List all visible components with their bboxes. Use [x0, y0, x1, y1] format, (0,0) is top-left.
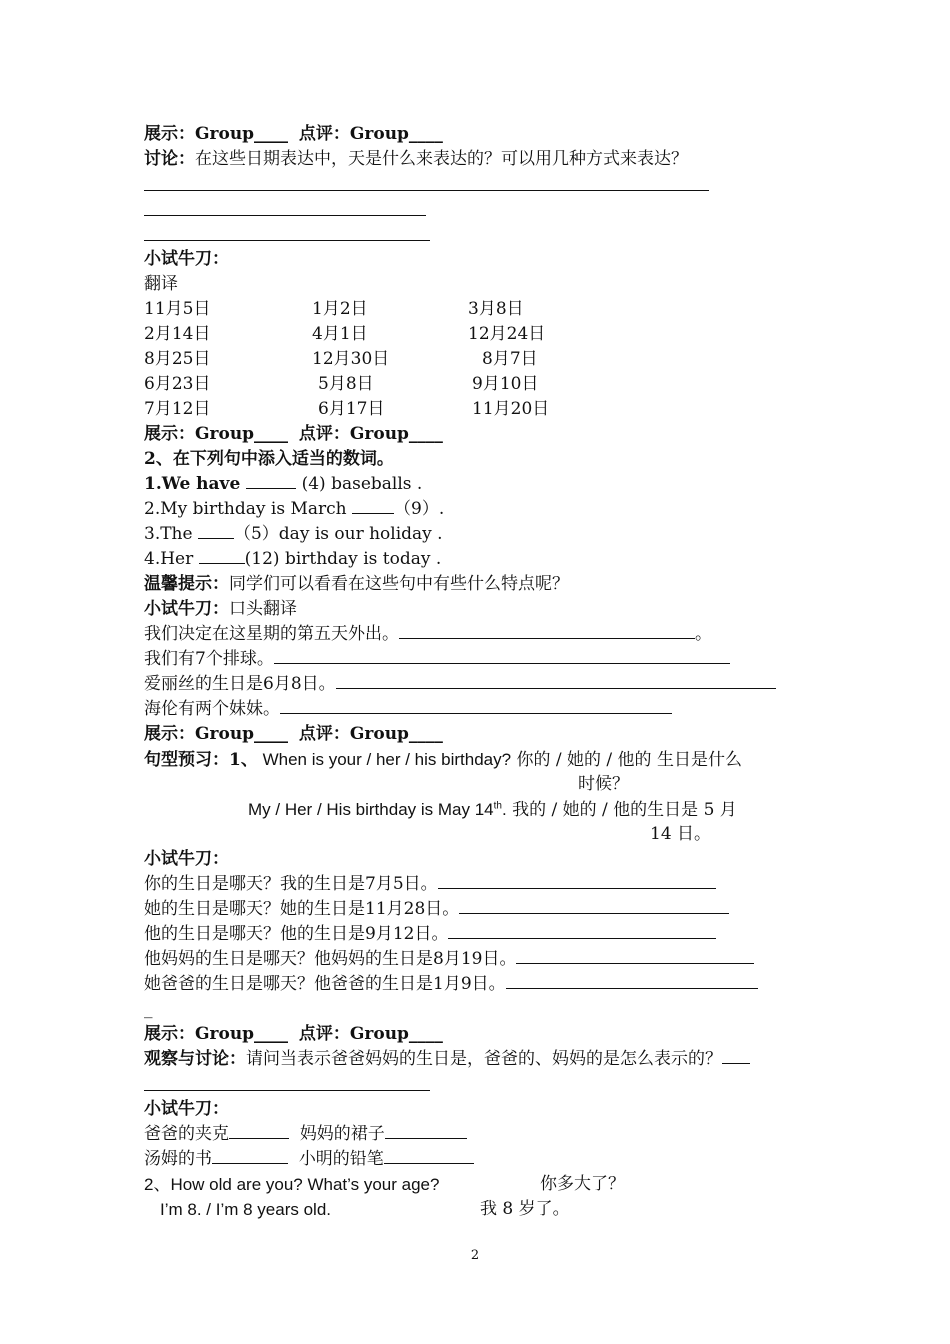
date-row [144, 297, 814, 322]
pattern-answer-period: . [501, 800, 507, 819]
show-review-line [144, 122, 814, 147]
sentence-4 [144, 547, 814, 572]
fill-blank[interactable] [352, 497, 394, 514]
date-item: 8月7日 [482, 349, 538, 369]
possessive-prompt: 爸爸的夹克 [144, 1124, 229, 1144]
age-question [144, 1172, 814, 1197]
show-review-line [144, 1022, 814, 1047]
possessive-prompt: 小明的铅笔 [298, 1149, 384, 1169]
oral-item [144, 672, 814, 697]
oral-item [144, 647, 814, 672]
pattern-answer-cn: 我的 / 她的 / 他的生日是 5 月 [506, 800, 737, 820]
fill-blank[interactable] [199, 547, 245, 564]
blank-line[interactable] [144, 172, 709, 191]
practice-heading: 小试牛刀： [144, 249, 229, 269]
observe-label: 观察与讨论： [144, 1049, 246, 1069]
age-question-en: 2、How old are you? What’s your age? [144, 1175, 440, 1194]
pattern-question-cn-cont: 时候？ [578, 774, 629, 794]
fill-blank[interactable] [246, 472, 296, 489]
translate-label: 翻译 [144, 274, 178, 294]
answer-blank[interactable] [448, 922, 716, 939]
date-row [144, 372, 814, 397]
answer-blank[interactable] [722, 1047, 750, 1064]
date-item: 3月8日 [468, 299, 524, 319]
sentence-3 [144, 522, 814, 547]
fill-blank[interactable] [198, 522, 234, 539]
birthday-item [144, 972, 814, 997]
birthday-item [144, 872, 814, 897]
oral-heading [144, 597, 814, 622]
oral-prompt: 我们有7个排球。 [144, 649, 274, 669]
answer-blank[interactable] [274, 647, 730, 664]
birthday-item [144, 947, 814, 972]
date-item: 11月5日 [144, 299, 211, 319]
sentence-suffix: （5）day is our holiday . [233, 524, 443, 544]
oral-prompt: 爱丽丝的生日是6月8日。 [144, 674, 336, 694]
pattern-question-cn: 你的 / 她的 / 他的 生日是什么 [511, 750, 742, 770]
sentence-suffix: （9）. [394, 499, 445, 519]
review-group: 点评：Group____ [298, 124, 443, 144]
date-item: 7月12日 [144, 399, 211, 419]
age-question-cn: 你多大了？ [540, 1174, 625, 1194]
oral-text: 口头翻译 [229, 599, 297, 619]
date-item: 4月1日 [312, 324, 368, 344]
practice-heading: 小试牛刀： [144, 849, 229, 869]
possessive-prompt: 汤姆的书 [144, 1149, 212, 1169]
possessive-prompt: 妈妈的裙子 [299, 1124, 385, 1144]
answer-line[interactable] [144, 197, 814, 222]
answer-line[interactable] [144, 172, 814, 197]
worksheet-page [144, 122, 814, 1222]
birthday-prompt: 你的生日是哪天？我的生日是7月5日。 [144, 874, 438, 894]
period: 。 [695, 624, 712, 644]
answer-blank[interactable] [384, 1147, 474, 1164]
date-row [144, 397, 814, 422]
stray-underscore: _ [144, 999, 153, 1019]
practice-heading: 小试牛刀： [144, 1099, 229, 1119]
show-review-line [144, 722, 814, 747]
pattern-question [144, 747, 814, 772]
date-item: 1月2日 [312, 299, 368, 319]
answer-blank[interactable] [516, 947, 754, 964]
sentence-2 [144, 497, 814, 522]
sentence-prefix: 4.Her [144, 549, 199, 569]
blank-line[interactable] [144, 197, 426, 216]
date-row [144, 347, 814, 372]
tip-label: 温馨提示： [144, 574, 229, 594]
blank-line[interactable] [144, 222, 430, 241]
answer-blank[interactable] [399, 622, 695, 639]
ordinal-suffix: th [493, 800, 502, 812]
pattern-answer-en: My / Her / His birthday is May 14 [248, 800, 494, 819]
show-review-line [144, 422, 814, 447]
sentence-suffix: (12) birthday is today . [244, 549, 442, 569]
tip-line [144, 572, 814, 597]
sentence-prefix: 3.The [144, 524, 198, 544]
discussion-label: 讨论： [144, 149, 195, 169]
birthday-prompt: 他的生日是哪天？他的生日是9月12日。 [144, 924, 449, 944]
blank-line[interactable] [144, 1072, 430, 1091]
oral-label: 小试牛刀： [144, 599, 229, 619]
date-item: 8月25日 [144, 349, 211, 369]
show-group: 展示：Group____ [144, 1024, 289, 1044]
tip-text: 同学们可以看看在这些句中有些什么特点呢？ [229, 574, 569, 594]
pattern-answer-wrap [144, 822, 814, 847]
birthday-prompt: 她爸爸的生日是哪天？他爸爸的生日是1月9日。 [144, 974, 506, 994]
pattern-question-wrap [144, 772, 814, 797]
date-item: 5月8日 [318, 374, 374, 394]
oral-item [144, 697, 814, 722]
date-item: 6月23日 [144, 374, 211, 394]
birthday-prompt: 她的生日是哪天？她的生日是11月28日。 [144, 899, 460, 919]
answer-line[interactable] [144, 1072, 814, 1097]
possessive-row [144, 1122, 814, 1147]
show-group: 展示：Group____ [144, 124, 289, 144]
oral-prompt: 海伦有两个妹妹。 [144, 699, 280, 719]
age-answer-cn: 我 8 岁了。 [480, 1199, 570, 1219]
discussion-text: 在这些日期表达中，天是什么来表达的？可以用几种方式来表达？ [195, 149, 688, 169]
date-item: 2月14日 [144, 324, 211, 344]
answer-blank[interactable] [212, 1147, 288, 1164]
pattern-label: 句型预习：1、 [144, 750, 258, 770]
discussion-line [144, 147, 814, 172]
age-answer [144, 1197, 814, 1222]
birthday-item [144, 922, 814, 947]
birthday-prompt: 他妈妈的生日是哪天？他妈妈的生日是8月19日。 [144, 949, 517, 969]
answer-blank[interactable] [506, 972, 758, 989]
date-item: 12月30日 [312, 349, 390, 369]
possessive-row [144, 1147, 814, 1172]
show-group: 展示：Group____ [144, 424, 289, 444]
review-group: 点评：Group____ [298, 1024, 443, 1044]
observe-text: 请问当表示爸爸妈妈的生日是，爸爸的、妈妈的是怎么表示的？ [246, 1049, 722, 1069]
numeral-task-heading: 2、在下列句中添入适当的数词。 [144, 449, 394, 469]
date-item: 12月24日 [468, 324, 546, 344]
show-group: 展示：Group____ [144, 724, 289, 744]
answer-blank[interactable] [385, 1122, 467, 1139]
page-number: 2 [470, 1248, 480, 1263]
date-item: 11月20日 [472, 399, 550, 419]
answer-blank[interactable] [459, 897, 729, 914]
age-answer-en: I’m 8. / I’m 8 years old. [160, 1200, 331, 1219]
pattern-answer-cn-cont: 14 日。 [650, 824, 712, 844]
answer-blank[interactable] [336, 672, 776, 689]
sentence-prefix: 2.My birthday is March [144, 499, 352, 519]
date-item: 6月17日 [318, 399, 385, 419]
oral-prompt: 我们决定在这星期的第五天外出。 [144, 624, 399, 644]
answer-blank[interactable] [438, 872, 716, 889]
pattern-answer [144, 797, 814, 822]
date-row [144, 322, 814, 347]
date-item: 9月10日 [472, 374, 539, 394]
answer-blank[interactable] [229, 1122, 289, 1139]
oral-item [144, 622, 814, 647]
sentence-1 [144, 472, 814, 497]
review-group: 点评：Group____ [298, 424, 443, 444]
sentence-suffix: (4) baseballs . [296, 474, 423, 494]
sentence-prefix: 1.We have [144, 474, 247, 494]
review-group: 点评：Group____ [298, 724, 443, 744]
pattern-question-en: When is your / her / his birthday? [257, 750, 512, 769]
answer-blank[interactable] [280, 697, 672, 714]
answer-line[interactable] [144, 222, 814, 247]
birthday-item [144, 897, 814, 922]
observe-line [144, 1047, 814, 1072]
